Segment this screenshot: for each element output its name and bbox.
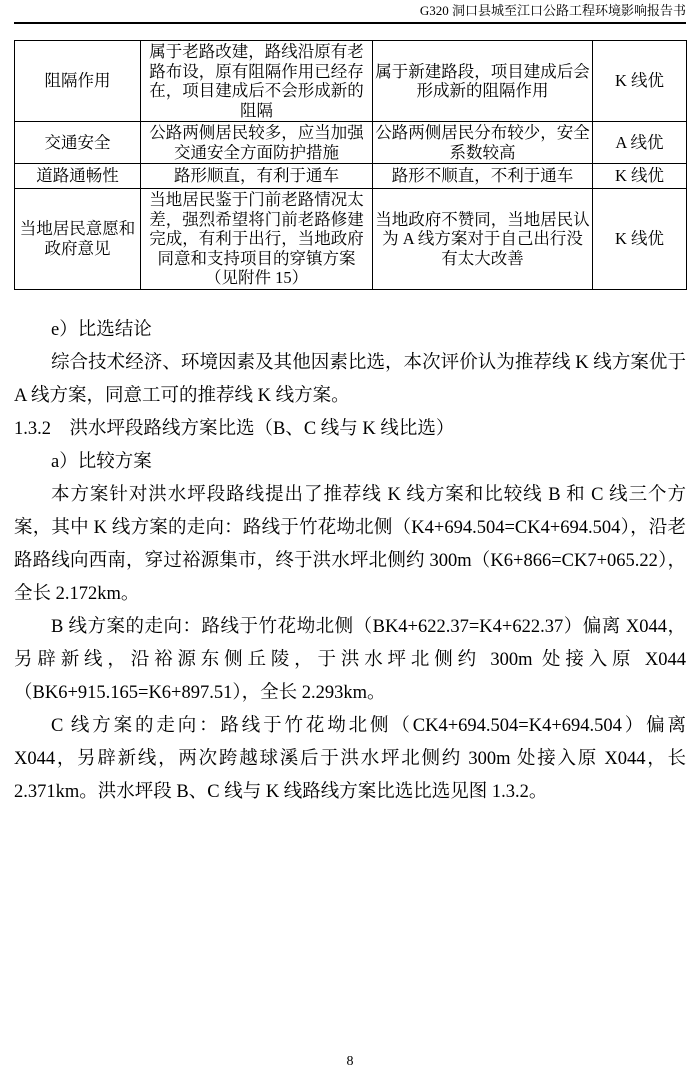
section-heading-1-3-2: 1.3.2 洪水坪段路线方案比选（B、C 线与 K 线比选） (14, 418, 455, 439)
paragraph-b-line: B 线方案的走向：路线于竹花坳北侧（BK4+622.37=K4+622.37）偏离 X044，另辟新线，沿裕源东侧丘陵，于洪水坪北侧约 300m 处接入原 X044（BK6+915.165=K6+897.51），全长 2.293km。 (14, 616, 686, 703)
table-row (15, 189, 687, 290)
report-title: G320 洞口县城至江口公路工程环境影响报告书 (419, 3, 686, 18)
conclusion-paragraph: 综合技术经济、环境因素及其他因素比选，本次评价认为推荐线 K 线方案优于 A 线方案，同意工可的推荐线 K 线方案。 (14, 352, 686, 406)
table-row (15, 164, 687, 189)
table-row (15, 41, 687, 122)
table-cell-verdict: K 线优 (593, 189, 687, 290)
table-cell-k-scheme: 公路两侧居民较多，应当加强交通安全方面防护措施 (141, 122, 373, 164)
table-cell-a-scheme: 公路两侧居民分布较少，安全系数较高 (373, 122, 593, 164)
table-cell-k-scheme: 属于老路改建，路线沿原有老路布设，原有阻隔作用已经存在，项目建成后不会形成新的阻隔 (141, 41, 373, 122)
table-cell-criterion: 交通安全 (15, 122, 141, 164)
conclusion-heading: e）比选结论 (51, 319, 152, 340)
document-body (14, 314, 686, 809)
table-cell-a-scheme: 当地政府不赞同，当地居民认为 A 线方案对于自己出行没有太大改善 (373, 189, 593, 290)
page-number: 8 (346, 1054, 354, 1069)
table-cell-verdict: K 线优 (593, 41, 687, 122)
table-cell-criterion: 道路通畅性 (15, 164, 141, 189)
table-cell-verdict: A 线优 (593, 122, 687, 164)
subsection-heading-a: a）比较方案 (51, 451, 152, 472)
paragraph-k-line: 本方案针对洪水坪段路线提出了推荐线 K 线方案和比较线 B 和 C 线三个方案，其中 K 线方案的走向：路线于竹花坳北侧（K4+694.504=CK4+694.504），沿老路路线向西南，穿过裕源集市，终于洪水坪北侧约 300m（K6+866=CK7+065.22），全长 2.172km。 (14, 484, 686, 604)
route-comparison-table (14, 40, 687, 290)
table-cell-criterion: 当地居民意愿和政府意见 (15, 189, 141, 290)
table-row (15, 122, 687, 164)
table-cell-verdict: K 线优 (593, 164, 687, 189)
table-cell-a-scheme: 属于新建路段，项目建成后会形成新的阻隔作用 (373, 41, 593, 122)
table-cell-a-scheme: 路形不顺直，不利于通车 (373, 164, 593, 189)
page-footer (0, 1054, 700, 1070)
table-cell-criterion: 阻隔作用 (15, 41, 141, 122)
paragraph-c-line: C 线方案的走向：路线于竹花坳北侧（CK4+694.504=K4+694.504）偏离 X044，另辟新线，两次跨越球溪后于洪水坪北侧约 300m 处接入原 X044，长 2.371km。洪水坪段 B、C 线与 K 线路线方案比选比选见图 1.3.2。 (14, 715, 686, 802)
table-cell-k-scheme: 当地居民鉴于门前老路情况太差，强烈希望将门前老路修建完成，有利于出行，当地政府同意和支持项目的穿镇方案（见附件 15） (141, 189, 373, 290)
table-cell-k-scheme: 路形顺直，有利于通车 (141, 164, 373, 189)
page-header (14, 0, 686, 24)
